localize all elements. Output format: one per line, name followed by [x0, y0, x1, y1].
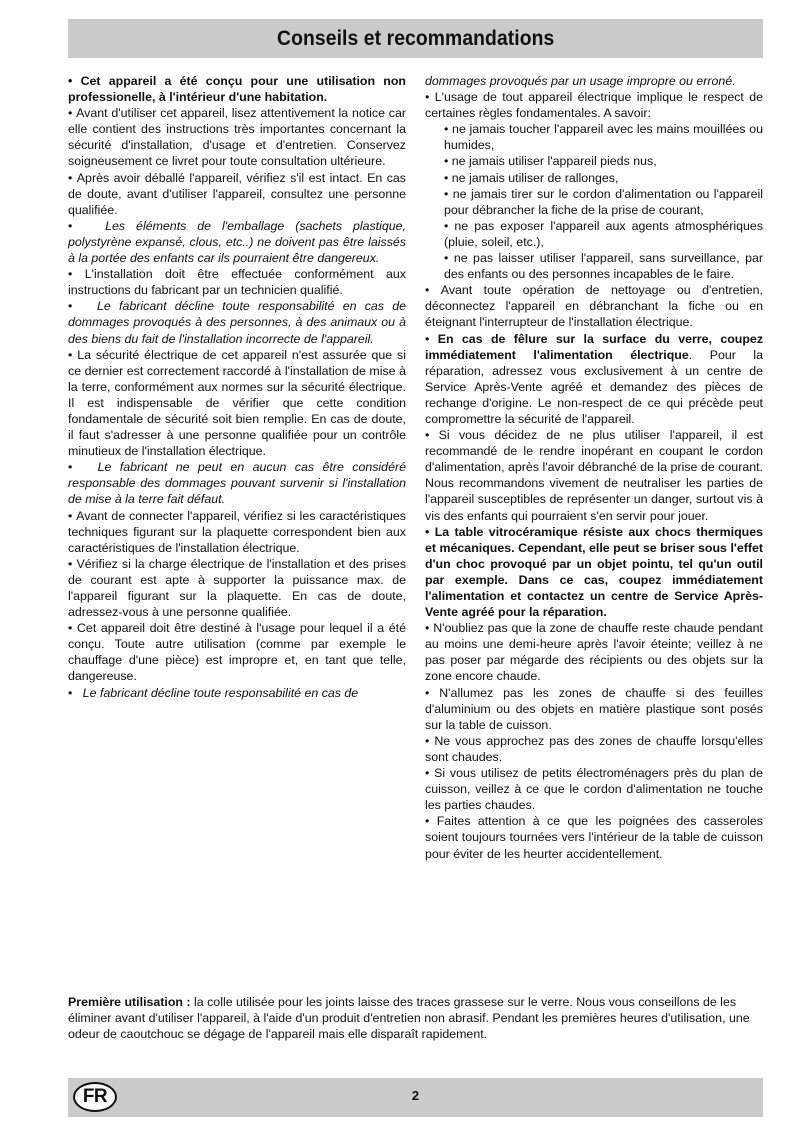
paragraph-pan-handles: • Faites attention à ce que les poignées des casseroles soient toujours tournées vers l'intérieur de la table de cuisson pour éviter de les heurter accidentellement. — [425, 813, 763, 861]
paragraph-read-instructions: • Avant d'utiliser cet appareil, lisez attentivement la notice car elle contient des instructions très importantes concernant la sécurité d'installation, d'usage et d'entretien. Conservez soigneusement ce livret pour toute consultation ultérieure. — [68, 105, 406, 169]
rule-supervision: • ne pas laisser utiliser l'appareil, sans surveillance, par des enfants ou des personnes incapables de le faire. — [444, 250, 763, 282]
paragraph-electrical-safety: • La sécurité électrique de cet appareil n'est assurée que si ce dernier est correctement raccordé à l'installation de mise à la terre, conformément aux normes sur la sécurité électrique. Il est indispensable de vérifier que cette condition fondamentale de sécurité soit bien remplie. En cas de doute, il faut s'adresser à une personne qualifiée pour un contrôle minutieux de l'installation électrique. — [68, 347, 406, 460]
rule-wet-hands: • ne jamais toucher l'appareil avec les mains mouillées ou humides, — [444, 121, 763, 153]
first-use-text: la colle utilisée pour les joints laisse des traces grassese sur le verre. Nous vous conseillons de les éliminer avant d'utiliser l'appareil, à l'aide d'un produit d'entretien non abrasif. Pendant les premières heures d'utilisation, une odeur de caoutchouc se dégage de l'appareil mais elle disparaît rapidement. — [68, 995, 750, 1042]
paragraph-liability-grounding: • Le fabricant ne peut en aucun cas être considéré responsable des dommages pouvant survenir si l'installation de mise à la terre fait défaut. — [68, 459, 406, 507]
paragraph-approach-hot-zones: • Ne vous approchez pas des zones de chauffe lorsqu'elles sont chaudes. — [425, 733, 763, 765]
content-columns — [68, 73, 763, 862]
first-use-label: Première utilisation : — [68, 995, 191, 1009]
paragraph-hot-zone: • N'oubliez pas que la zone de chauffe reste chaude pendant au moins une demi-heure après l'avoir éteinte; veillez à ne pas poser par mégarde des récipients ou des objets sur la zone encore chaude. — [425, 620, 763, 684]
rule-pull-cord: • ne jamais tirer sur le cordon d'alimentation ou l'appareil pour débrancher la fiche de la prise de courant, — [444, 186, 763, 218]
paragraph-liability-misuse-continued: dommages provoqués par un usage impropre ou erroné. — [425, 74, 736, 88]
paragraph-liability-installation: • Le fabricant décline toute responsabilité en cas de dommages provoqués à des personnes, à des animaux ou à des biens du fait de l'installation incorrecte de l'appareil. — [68, 298, 406, 346]
glass-crack-warning: En cas de fêlure sur la surface du verre, coupez immédiatement l'alimentation électrique — [425, 331, 764, 362]
glass-crack-details: . Pour la réparation, adressez vous exclusivement à un centre de Service Après-Vente agréé et demandez des pièces de rechange d'origine. Le non-respect de ce qui précède peut compromettre la sécurité de l'appareil. — [425, 347, 763, 426]
rule-weather-exposure: • ne pas exposer l'appareil aux agents atmosphériques (pluie, soleil, etc.), — [444, 218, 763, 250]
right-column — [425, 73, 763, 862]
paragraph-check-load: • Vérifiez si la charge électrique de l'installation et des prises de courant est apte à supporter la puissance max. de l'appareil figurant sur la plaquette. En cas de doute, adressez-vous à une personne qualifiée. — [68, 556, 406, 620]
page-number: 2 — [411, 1088, 420, 1103]
paragraph-small-appliances: • Si vous utilisez de petits électroménagers près du plan de cuisson, veillez à ce que le cordon d'alimentation ne touche les parties chaudes. — [425, 765, 763, 813]
paragraph-installation: • L'installation doit être effectuée conformément aux instructions du fabricant par un technicien qualifié. — [68, 266, 406, 298]
page-title: Conseils et recommandations — [276, 26, 555, 50]
paragraph-liability-misuse: • Le fabricant décline toute responsabilité en cas de — [68, 685, 406, 701]
left-column — [68, 73, 406, 862]
title-bar — [68, 19, 763, 58]
paragraph-aluminium-foil: • N'allumez pas les zones de chauffe si des feuilles d'aluminium ou des objets en matière plastique sont posés sur la table de cuisson. — [425, 685, 763, 733]
paragraph-non-professional-use: • Cet appareil a été conçu pour une utilisation non professionelle, à l'intérieur d'une habitation. — [68, 73, 406, 105]
paragraph-disposal: • Si vous décidez de ne plus utiliser l'appareil, il est recommandé de le rendre inopérant en coupant le cordon d'alimentation, après l'avoir débranché de la prise de courant. Nous recommandons vivement de neutraliser les parties de l'appareil susceptibles de représenter un danger, surtout vis à vis des enfants qui pourraient s'en servir pour jouer. — [425, 427, 763, 524]
paragraph-check-specs: • Avant de connecter l'appareil, vérifiez si les caractéristiques techniques figurant sur la plaquette correspondent bien aux caractéristiques de l'installation électrique. — [68, 508, 406, 556]
language-badge-icon: FR — [73, 1082, 117, 1112]
paragraph-packaging-warning: • Les éléments de l'emballage (sachets plastique, polystyrène expansé, clous, etc..) ne doivent pas être laissés à la portée des enfants car ils pourraient être dangereux. — [68, 218, 406, 266]
first-use-note — [68, 994, 763, 1042]
paragraph-usage-rules-intro: • L'usage de tout appareil électrique implique le respect de certaines règles fondamentales. A savoir: — [425, 89, 763, 121]
rule-extension-cords: • ne jamais utiliser de rallonges, — [444, 170, 763, 186]
paragraph-intended-use: • Cet appareil doit être destiné à l'usage pour lequel il a été conçu. Toute autre utilisation (comme par exemple le chauffage d'une pièce) est impropre et, en tant que telle, dangereuse. — [68, 620, 406, 684]
paragraph-glass-crack — [425, 331, 763, 428]
rule-barefoot: • ne jamais utiliser l'appareil pieds nus, — [444, 153, 763, 169]
usage-rules-list — [425, 121, 763, 282]
paragraph-vitroceramic: • La table vitrocéramique résiste aux chocs thermiques et mécaniques. Cependant, elle peut se briser sous l'effet d'un choc provoqué par un objet pointu, tel qu'un outil par exemple. Dans ce cas, coupez immédiatement l'alimentation et contactez un centre de Service Après-Vente agréé pour la réparation. — [425, 524, 763, 621]
paragraph-check-intact: • Après avoir déballé l'appareil, vérifiez s'il est intact. En cas de doute, avant d'utiliser l'appareil, consultez une personne qualifiée. — [68, 170, 406, 218]
paragraph-cleaning: • Avant toute opération de nettoyage ou d'entretien, déconnectez l'appareil en débranchant la fiche ou en éteignant l'interrupteur de l'installation électrique. — [425, 282, 763, 330]
footer-bar — [68, 1078, 763, 1117]
